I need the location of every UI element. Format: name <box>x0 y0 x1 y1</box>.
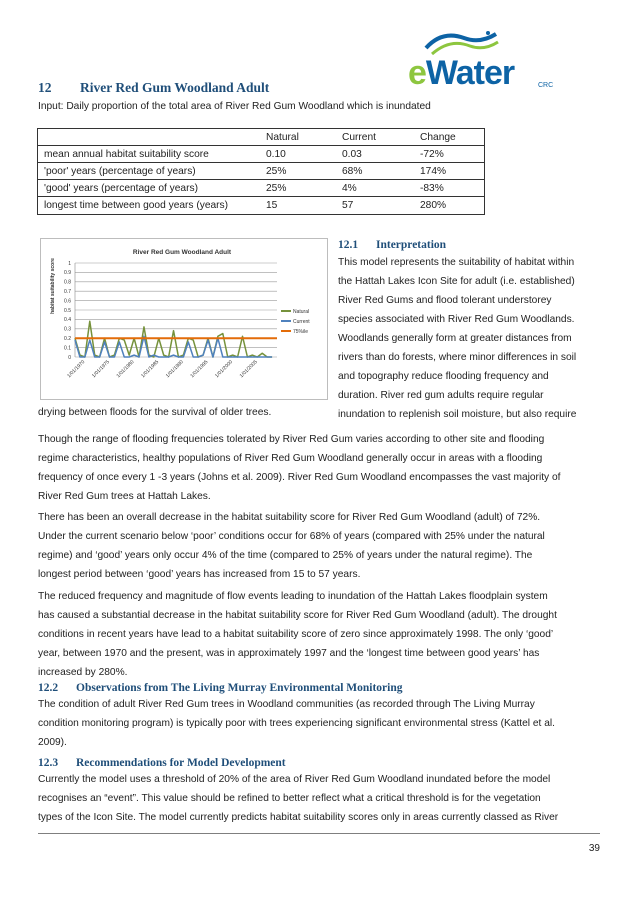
table-cell: 0.03 <box>336 146 414 163</box>
fish-wave-icon <box>422 24 502 58</box>
interpretation-number: 12.1 <box>338 239 359 251</box>
interpretation-title: Interpretation <box>376 239 447 251</box>
y-tick-label: 0.4 <box>64 317 71 324</box>
table-row <box>38 146 484 163</box>
observations-text <box>38 695 608 752</box>
paragraph-line: regime characteristics, healthy populations of River Red Gum Woodland generally occur in areas with a flooding <box>38 453 543 464</box>
interpretation-heading <box>338 239 446 251</box>
table-header-current: Current <box>336 129 414 146</box>
table-cell: 68% <box>336 163 414 180</box>
interpretation-line: and topography reduce flooding frequency and <box>338 371 549 382</box>
logo-water: Water <box>425 54 515 92</box>
table-cell: -72% <box>414 146 484 163</box>
paragraph-line: Though the range of flooding frequencies tolerated by River Red Gum varies according to other site and flooding <box>38 434 545 445</box>
table-row <box>38 197 484 214</box>
y-tick-label: 0.9 <box>64 270 71 277</box>
x-tick-label: 1/01/1980 <box>115 359 136 380</box>
y-tick-label: 0 <box>68 354 71 361</box>
paragraph-line: types of the Icon Site. The model currently predicts habitat suitability scores only in areas currently classed as River <box>38 812 559 823</box>
footer-rule <box>38 833 600 834</box>
logo-e: e <box>408 54 426 92</box>
paragraph-1 <box>38 430 608 506</box>
legend-label: Current <box>293 318 310 325</box>
table-row <box>38 163 484 180</box>
paragraph-line: Under the current scenario below ‘poor’ conditions occur for 68% of years (compared with 25% under the natural <box>38 531 545 542</box>
observations-heading <box>38 682 402 694</box>
logo-crc: CRC <box>538 82 554 89</box>
x-tick-label: 1/01/1970 <box>66 359 87 380</box>
interpretation-continuation: drying between floods for the survival of older trees. <box>38 407 272 418</box>
interpretation-line: species associated with River Red Gum Woodlands. <box>338 314 575 325</box>
paragraph-line: recognises an “event”. This value should be refined to better reflect what a critical threshold is for the vegetation <box>38 793 541 804</box>
y-tick-label: 0.6 <box>64 298 71 305</box>
x-tick-label: 1/01/2000 <box>214 359 235 380</box>
paragraph-line: regime) and ‘good’ years only occur 4% of the time (compared to 25% of years under the natural regime). The <box>38 550 533 561</box>
x-tick-label: 1/01/1975 <box>90 359 111 380</box>
x-tick-label: 1/01/1985 <box>140 359 161 380</box>
stats-table <box>38 129 484 213</box>
y-tick-label: 0.7 <box>64 289 71 295</box>
ewater-logo <box>408 24 598 94</box>
recommendations-heading <box>38 757 286 769</box>
paragraph-line: conditions in recent years have lead to a habitat suitability score of zero since approximately 1998. The only ‘good’ <box>38 629 554 640</box>
section-title: River Red Gum Woodland Adult <box>80 80 270 95</box>
table-row <box>38 180 484 197</box>
table-cell: 0.10 <box>260 146 336 163</box>
paragraph-line: longest period between ‘good’ years has increased from 15 to 57 years. <box>38 569 361 580</box>
paragraph-line: There has been an overall decrease in the habitat suitability score for River Red Gum Woodland (adult) of 72%. <box>38 512 541 523</box>
table-header-row <box>38 129 484 146</box>
recommendations-title: Recommendations for Model Development <box>76 757 286 769</box>
paragraph-line: frequency of once every 1 -3 years (Johns et al. 2009). River Red Gum Woodland encompasses the vast majority of <box>38 472 561 483</box>
paragraph-2 <box>38 508 608 584</box>
paragraph-line: condition monitoring program) is typically poor with trees experiencing significant environmental stress (Kattel et al. <box>38 718 555 729</box>
table-cell: 174% <box>414 163 484 180</box>
table-cell: 280% <box>420 199 447 211</box>
table-cell: mean annual habitat suitability score <box>38 146 260 163</box>
paragraph-line: The reduced frequency and magnitude of flow events leading to inundation of the Hattah Lakes floodplain system <box>38 591 548 602</box>
observations-title: Observations from The Living Murray Environmental Monitoring <box>76 682 403 694</box>
table-cell: longest time between good years (years) <box>44 199 229 211</box>
interpretation-line: the Hattah Lakes Icon Site for adult (i.e. established) <box>338 276 575 287</box>
x-tick-label: 1/01/1990 <box>164 359 185 380</box>
legend-label: 75%ile <box>293 328 309 335</box>
interpretation-line: River Red Gums and flood tolerant understorey <box>338 295 552 306</box>
table-header-natural: Natural <box>260 129 336 146</box>
y-tick-label: 0.8 <box>64 279 71 286</box>
paragraph-line: has caused a substantial decrease in the habitat suitability score for River Red Gum Woodland (adult). The drought <box>38 610 557 621</box>
table-cell: 4% <box>336 180 414 197</box>
table-cell: -83% <box>414 180 484 197</box>
y-tick-label: 1 <box>68 260 71 267</box>
table-cell: 57 <box>342 199 354 211</box>
interpretation-line: This model represents the suitability of habitat within <box>338 257 575 268</box>
section-heading <box>38 80 269 96</box>
table-cell: 'good' years (percentage of years) <box>38 180 260 197</box>
page-number: 39 <box>588 843 600 854</box>
interpretation-line: duration. River red gum adults require regular <box>338 390 544 401</box>
paragraph-line: The condition of adult River Red Gum trees in Woodland communities (as recorded through The Living Murray <box>38 699 535 710</box>
table-cell: 'poor' years (percentage of years) <box>38 163 260 180</box>
y-tick-label: 0.2 <box>64 336 71 342</box>
x-tick-label: 1/01/1995 <box>189 359 210 380</box>
stats-table-box <box>37 128 485 215</box>
y-tick-label: 0.1 <box>64 345 71 352</box>
recommendations-text <box>38 770 608 827</box>
interpretation-line: rivers than do forests, where minor differences in soil <box>338 352 577 363</box>
paragraph-line: 2009). <box>38 737 67 748</box>
recommendations-number: 12.3 <box>38 757 59 769</box>
paragraph-line: Currently the model uses a threshold of 20% of the area of River Red Gum Woodland inundated before the model <box>38 774 551 785</box>
chart-frame <box>40 238 328 400</box>
y-tick-label: 0.5 <box>64 307 71 314</box>
table-cell: 15 <box>266 199 278 211</box>
paragraph-3 <box>38 587 608 682</box>
paragraph-line: River Red Gum trees at Hattah Lakes. <box>38 491 211 502</box>
chart-title: River Red Gum Woodland Adult <box>132 249 232 256</box>
interpretation-line: inundation to replenish soil moisture, but also require <box>338 409 577 420</box>
paragraph-line: year, between 1970 and the present, was in approximately 1997 and the ‘longest time between good years’ has <box>38 648 540 659</box>
habitat-suitability-chart <box>41 239 327 399</box>
section-number: 12 <box>38 80 52 95</box>
x-tick-label: 1/01/2005 <box>238 359 259 380</box>
interpretation-text <box>338 253 608 424</box>
table-cell: 25% <box>260 180 336 197</box>
table-header-change: Change <box>414 129 484 146</box>
section-input-line: Input: Daily proportion of the total area of River Red Gum Woodland which is inundated <box>38 101 431 112</box>
interpretation-line: Woodlands generally form at greater distances from <box>338 333 572 344</box>
observations-number: 12.2 <box>38 682 59 694</box>
paragraph-line: increased by 280%. <box>38 667 128 678</box>
chart-ylabel: habitat suitability score <box>50 258 56 314</box>
legend-label: Natural <box>293 308 310 315</box>
table-cell: 25% <box>260 163 336 180</box>
y-tick-label: 0.3 <box>64 326 71 333</box>
